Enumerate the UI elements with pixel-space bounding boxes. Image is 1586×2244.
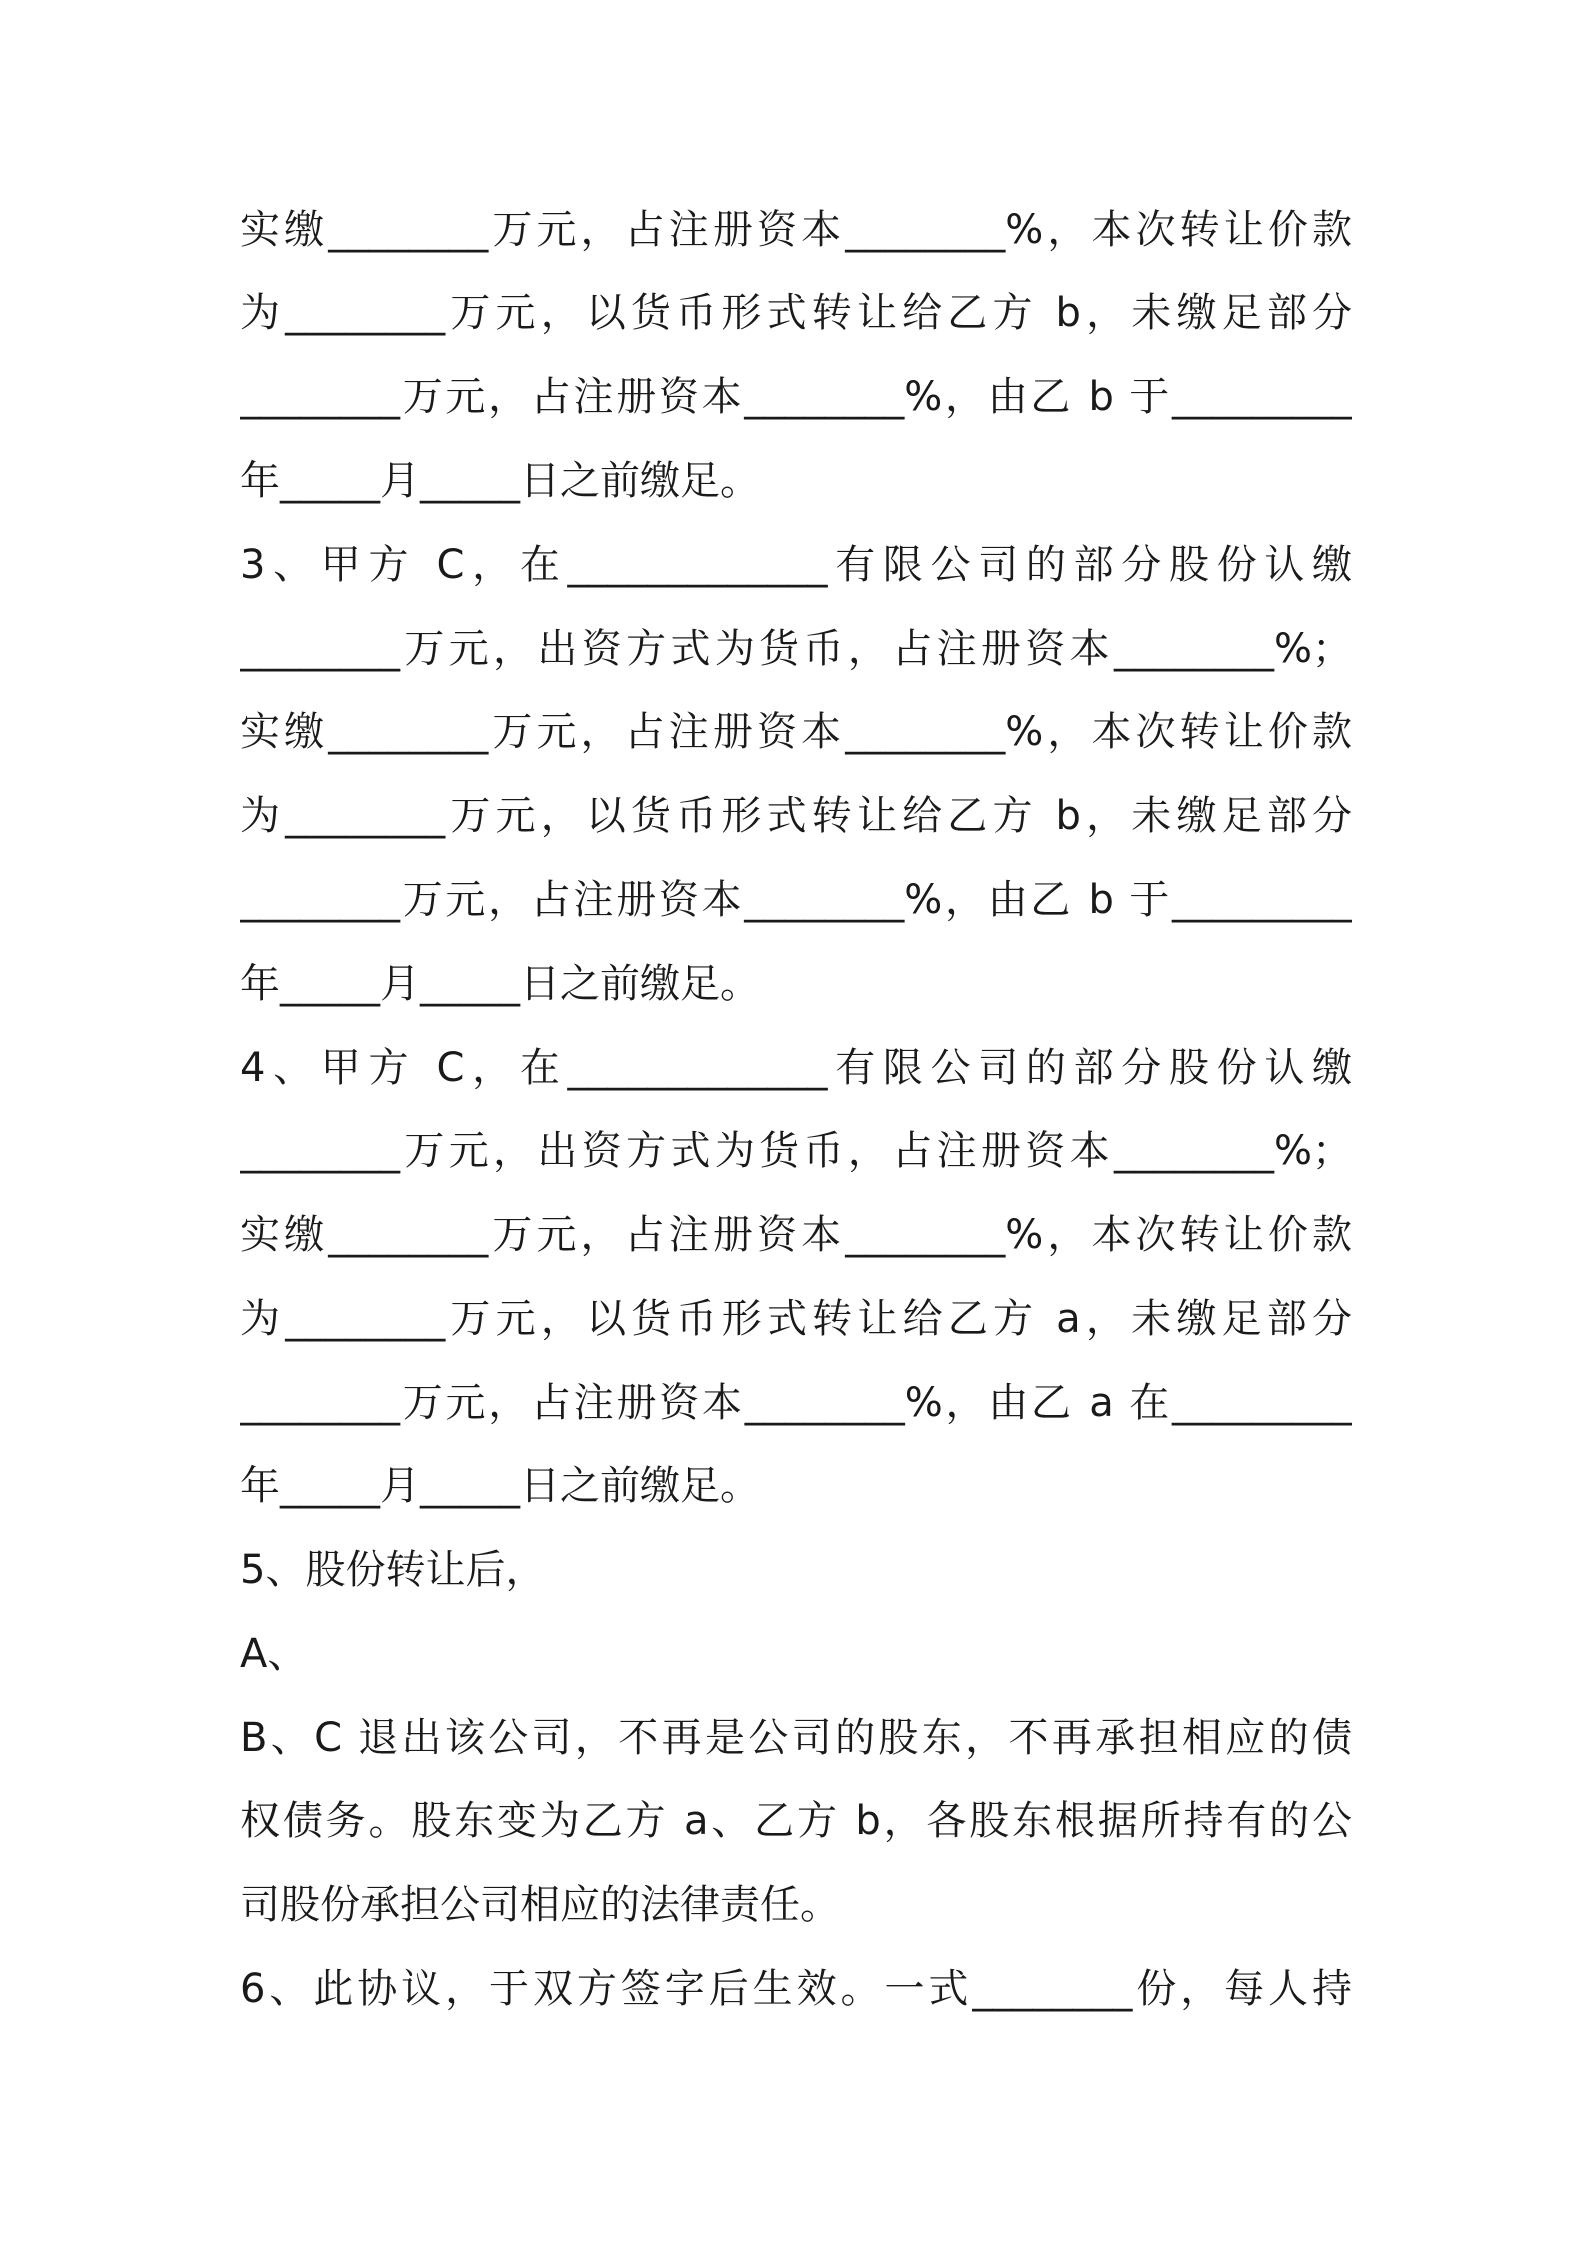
text-line: ________万元，出资方式为货币，占注册资本________%； bbox=[240, 1128, 1352, 1174]
text-line: ________万元，占注册资本________%，由乙 b 于_________ bbox=[240, 877, 1352, 923]
text-line: 为________万元，以货币形式转让给乙方 b，未缴足部分 bbox=[240, 793, 1352, 839]
text-line: 实缴________万元，占注册资本________%，本次转让价款 bbox=[240, 1212, 1352, 1258]
text-line: 权债务。股东变为乙方 a、乙方 b，各股东根据所持有的公 bbox=[240, 1798, 1352, 1844]
text-line: 为________万元，以货币形式转让给乙方 b，未缴足部分 bbox=[240, 290, 1352, 336]
text-line: 年_____月_____日之前缴足。 bbox=[240, 458, 760, 504]
text-line: 为________万元，以货币形式转让给乙方 a，未缴足部分 bbox=[240, 1296, 1352, 1342]
text-line: B、C 退出该公司，不再是公司的股东，不再承担相应的债 bbox=[240, 1715, 1352, 1761]
text-line: 实缴________万元，占注册资本________%，本次转让价款 bbox=[240, 207, 1352, 253]
text-line: 实缴________万元，占注册资本________%，本次转让价款 bbox=[240, 709, 1352, 755]
text-line: ________万元，出资方式为货币，占注册资本________%； bbox=[240, 626, 1352, 672]
text-line: 年_____月_____日之前缴足。 bbox=[240, 1463, 760, 1509]
text-line: 6、此协议，于双方签字后生效。一式________份，每人持 bbox=[240, 1966, 1352, 2012]
text-line: A、 bbox=[240, 1631, 308, 1677]
text-line: ________万元，占注册资本________%，由乙 b 于_________ bbox=[240, 374, 1352, 420]
text-line: 5、股份转让后， bbox=[240, 1547, 546, 1593]
text-line: 3、甲方 C，在_____________有限公司的部分股份认缴 bbox=[240, 542, 1352, 588]
text-line: 司股份承担公司相应的法律责任。 bbox=[240, 1882, 840, 1928]
text-line: 4、甲方 C，在_____________有限公司的部分股份认缴 bbox=[240, 1045, 1352, 1091]
text-line: ________万元，占注册资本________%，由乙 a 在_________ bbox=[240, 1380, 1352, 1426]
text-line: 年_____月_____日之前缴足。 bbox=[240, 961, 760, 1007]
